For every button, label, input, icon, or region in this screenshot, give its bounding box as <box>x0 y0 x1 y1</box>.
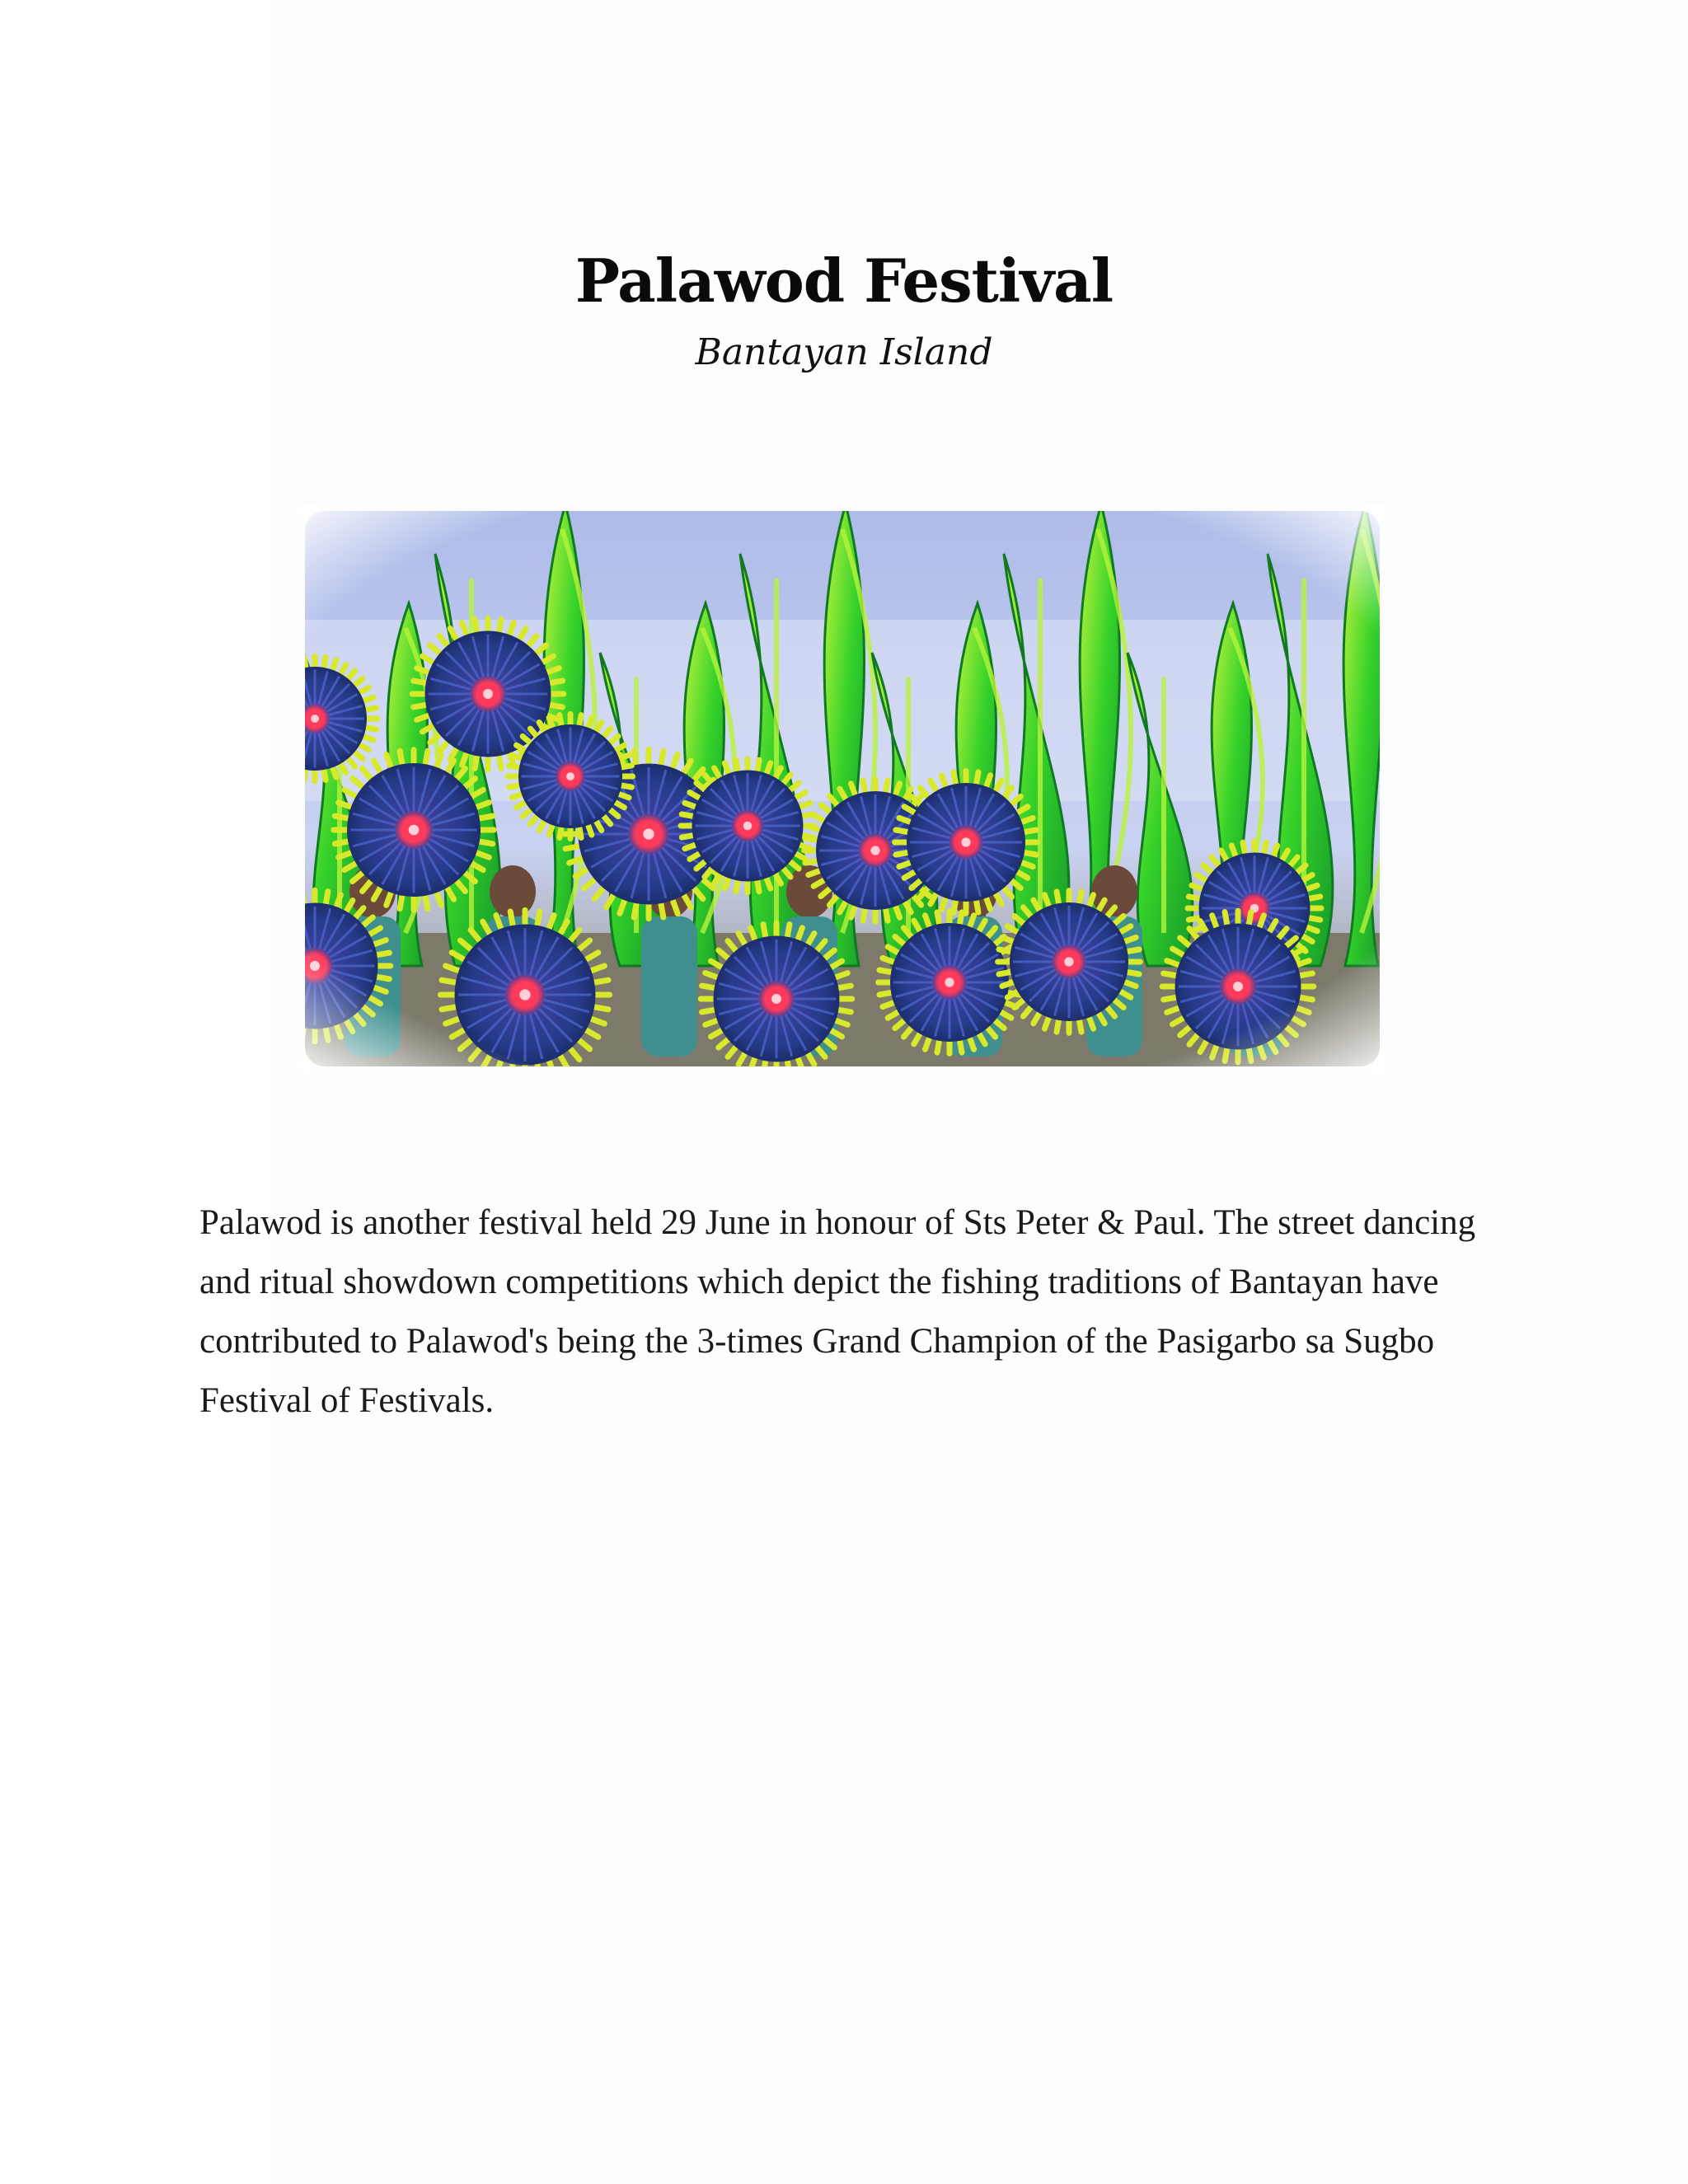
festival-photo-illustration <box>298 504 1386 1073</box>
body-paragraph: Palawod is another festival held 29 June in honour of Sts Peter & Paul. The street dancing and ritual showdown competitions which depict the fishing traditions of Bantayan have contributed to Palawod's being the 3-times Grand Champion of the Pasigarbo sa Sugbo Festival of Festivals. <box>199 1203 1476 1420</box>
festival-photo <box>298 504 1386 1073</box>
page-title: Palawod Festival <box>574 246 1114 316</box>
photo-vignette <box>298 504 1386 1073</box>
page-subtitle: Bantayan Island <box>695 331 993 373</box>
